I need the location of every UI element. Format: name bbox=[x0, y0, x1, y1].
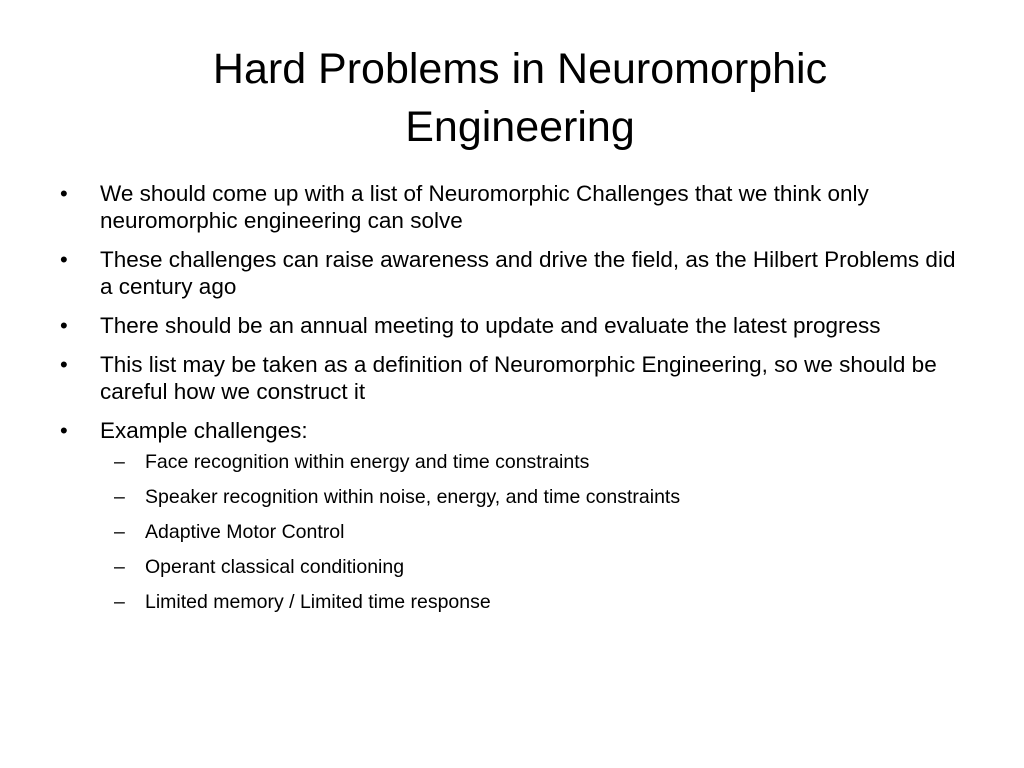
dash-mark: – bbox=[114, 451, 125, 473]
bullet-item bbox=[58, 246, 968, 300]
bullet-mark: • bbox=[60, 181, 68, 206]
sub-bullet-text: Adaptive Motor Control bbox=[145, 521, 345, 543]
bullet-text: We should come up with a list of Neuromorphic Challenges that we think only neuromorphic engineering can solve bbox=[100, 181, 869, 233]
sub-bullet-item bbox=[100, 520, 968, 544]
sub-bullet-text: Operant classical conditioning bbox=[145, 556, 405, 578]
bullet-mark: • bbox=[60, 352, 68, 377]
dash-mark: – bbox=[114, 556, 125, 578]
slide-title: Hard Problems in Neuromorphic Engineering bbox=[212, 45, 828, 151]
bullet-list bbox=[58, 180, 968, 614]
sub-bullet-item bbox=[100, 590, 968, 614]
bullet-item bbox=[58, 312, 968, 339]
sub-bullet-item bbox=[100, 555, 968, 579]
bullet-mark: • bbox=[60, 418, 68, 443]
bullet-item bbox=[58, 351, 968, 405]
bullet-item bbox=[58, 417, 968, 614]
dash-mark: – bbox=[114, 521, 125, 543]
sub-bullet-item bbox=[100, 450, 968, 474]
bullet-mark: • bbox=[60, 313, 68, 338]
sub-bullet-item bbox=[100, 485, 968, 509]
bullet-mark: • bbox=[60, 247, 68, 272]
bullet-text: Example challenges: bbox=[100, 418, 308, 443]
dash-mark: – bbox=[114, 486, 125, 508]
sub-bullet-list bbox=[100, 450, 968, 614]
sub-bullet-text: Face recognition within energy and time constraints bbox=[145, 451, 590, 473]
bullet-text: This list may be taken as a definition of Neuromorphic Engineering, so we should be careful how we construct it bbox=[100, 352, 937, 404]
bullet-text: There should be an annual meeting to update and evaluate the latest progress bbox=[100, 313, 881, 338]
sub-bullet-text: Speaker recognition within noise, energy, and time constraints bbox=[145, 486, 681, 508]
bullet-item bbox=[58, 180, 968, 234]
slide-body bbox=[58, 180, 968, 626]
dash-mark: – bbox=[114, 591, 125, 613]
bullet-text: These challenges can raise awareness and drive the field, as the Hilbert Problems did a century ago bbox=[100, 247, 956, 299]
sub-bullet-text: Limited memory / Limited time response bbox=[145, 591, 491, 613]
